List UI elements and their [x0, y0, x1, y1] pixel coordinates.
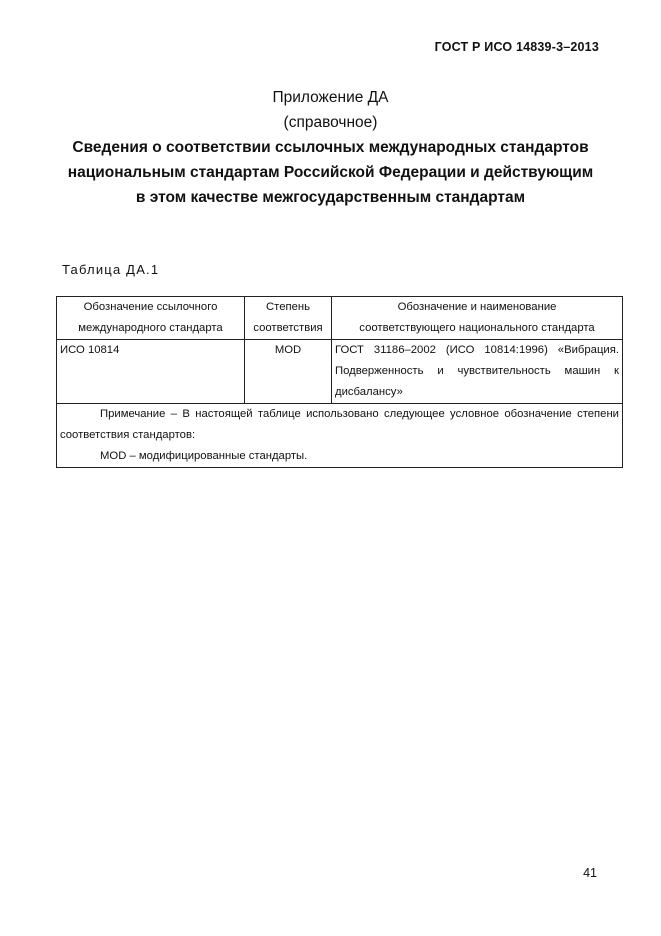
- header-national-line-2: соответствующего национального стандарта: [359, 322, 595, 334]
- standards-table: [56, 296, 623, 468]
- appendix-heading-line-1: Сведения о соответствии ссылочных международных стандартов: [72, 139, 589, 156]
- note-text: Примечание – В настоящей таблице использовано следующее условное обозначение степени соответствия стандартов:: [60, 408, 619, 441]
- appendix-subtitle: (справочное): [283, 114, 378, 131]
- document-code: ГОСТ Р ИСО 14839-3–2013: [434, 40, 599, 54]
- table-caption: Таблица ДА.1: [62, 262, 160, 277]
- appendix-heading-line-3: в этом качестве межгосударственным стандартам: [135, 189, 526, 206]
- header-degree-line-2: соответствия: [253, 322, 323, 334]
- appendix-heading-line-2: национальным стандартам Российской Федерации и действующим: [67, 164, 594, 181]
- header-intl-line-2: международного стандарта: [78, 322, 223, 334]
- table-row: [57, 340, 623, 404]
- table-header-row: [57, 297, 623, 340]
- header-intl-line-1: Обозначение ссылочного: [83, 301, 218, 313]
- cell-degree: MOD: [245, 340, 332, 404]
- header-cell-degree: [245, 297, 332, 340]
- note-mod-definition: MOD – модифицированные стандарты.: [100, 450, 308, 462]
- table-note-row: [57, 404, 623, 468]
- header-national-line-1: Обозначение и наименование: [397, 301, 557, 313]
- page-number: 41: [583, 866, 597, 880]
- header-degree-line-1: Степень: [265, 301, 310, 313]
- header-cell-intl: [57, 297, 245, 340]
- header-cell-national: [332, 297, 623, 340]
- table-note: [57, 404, 623, 468]
- appendix-title-block: [0, 85, 661, 210]
- appendix-title: Приложение ДА: [272, 89, 389, 106]
- cell-national-standard: ГОСТ 31186–2002 (ИСО 10814:1996) «Вибрация. Подверженность и чувствительность машин к дисбалансу»: [332, 340, 623, 404]
- cell-intl-standard: ИСО 10814: [57, 340, 245, 404]
